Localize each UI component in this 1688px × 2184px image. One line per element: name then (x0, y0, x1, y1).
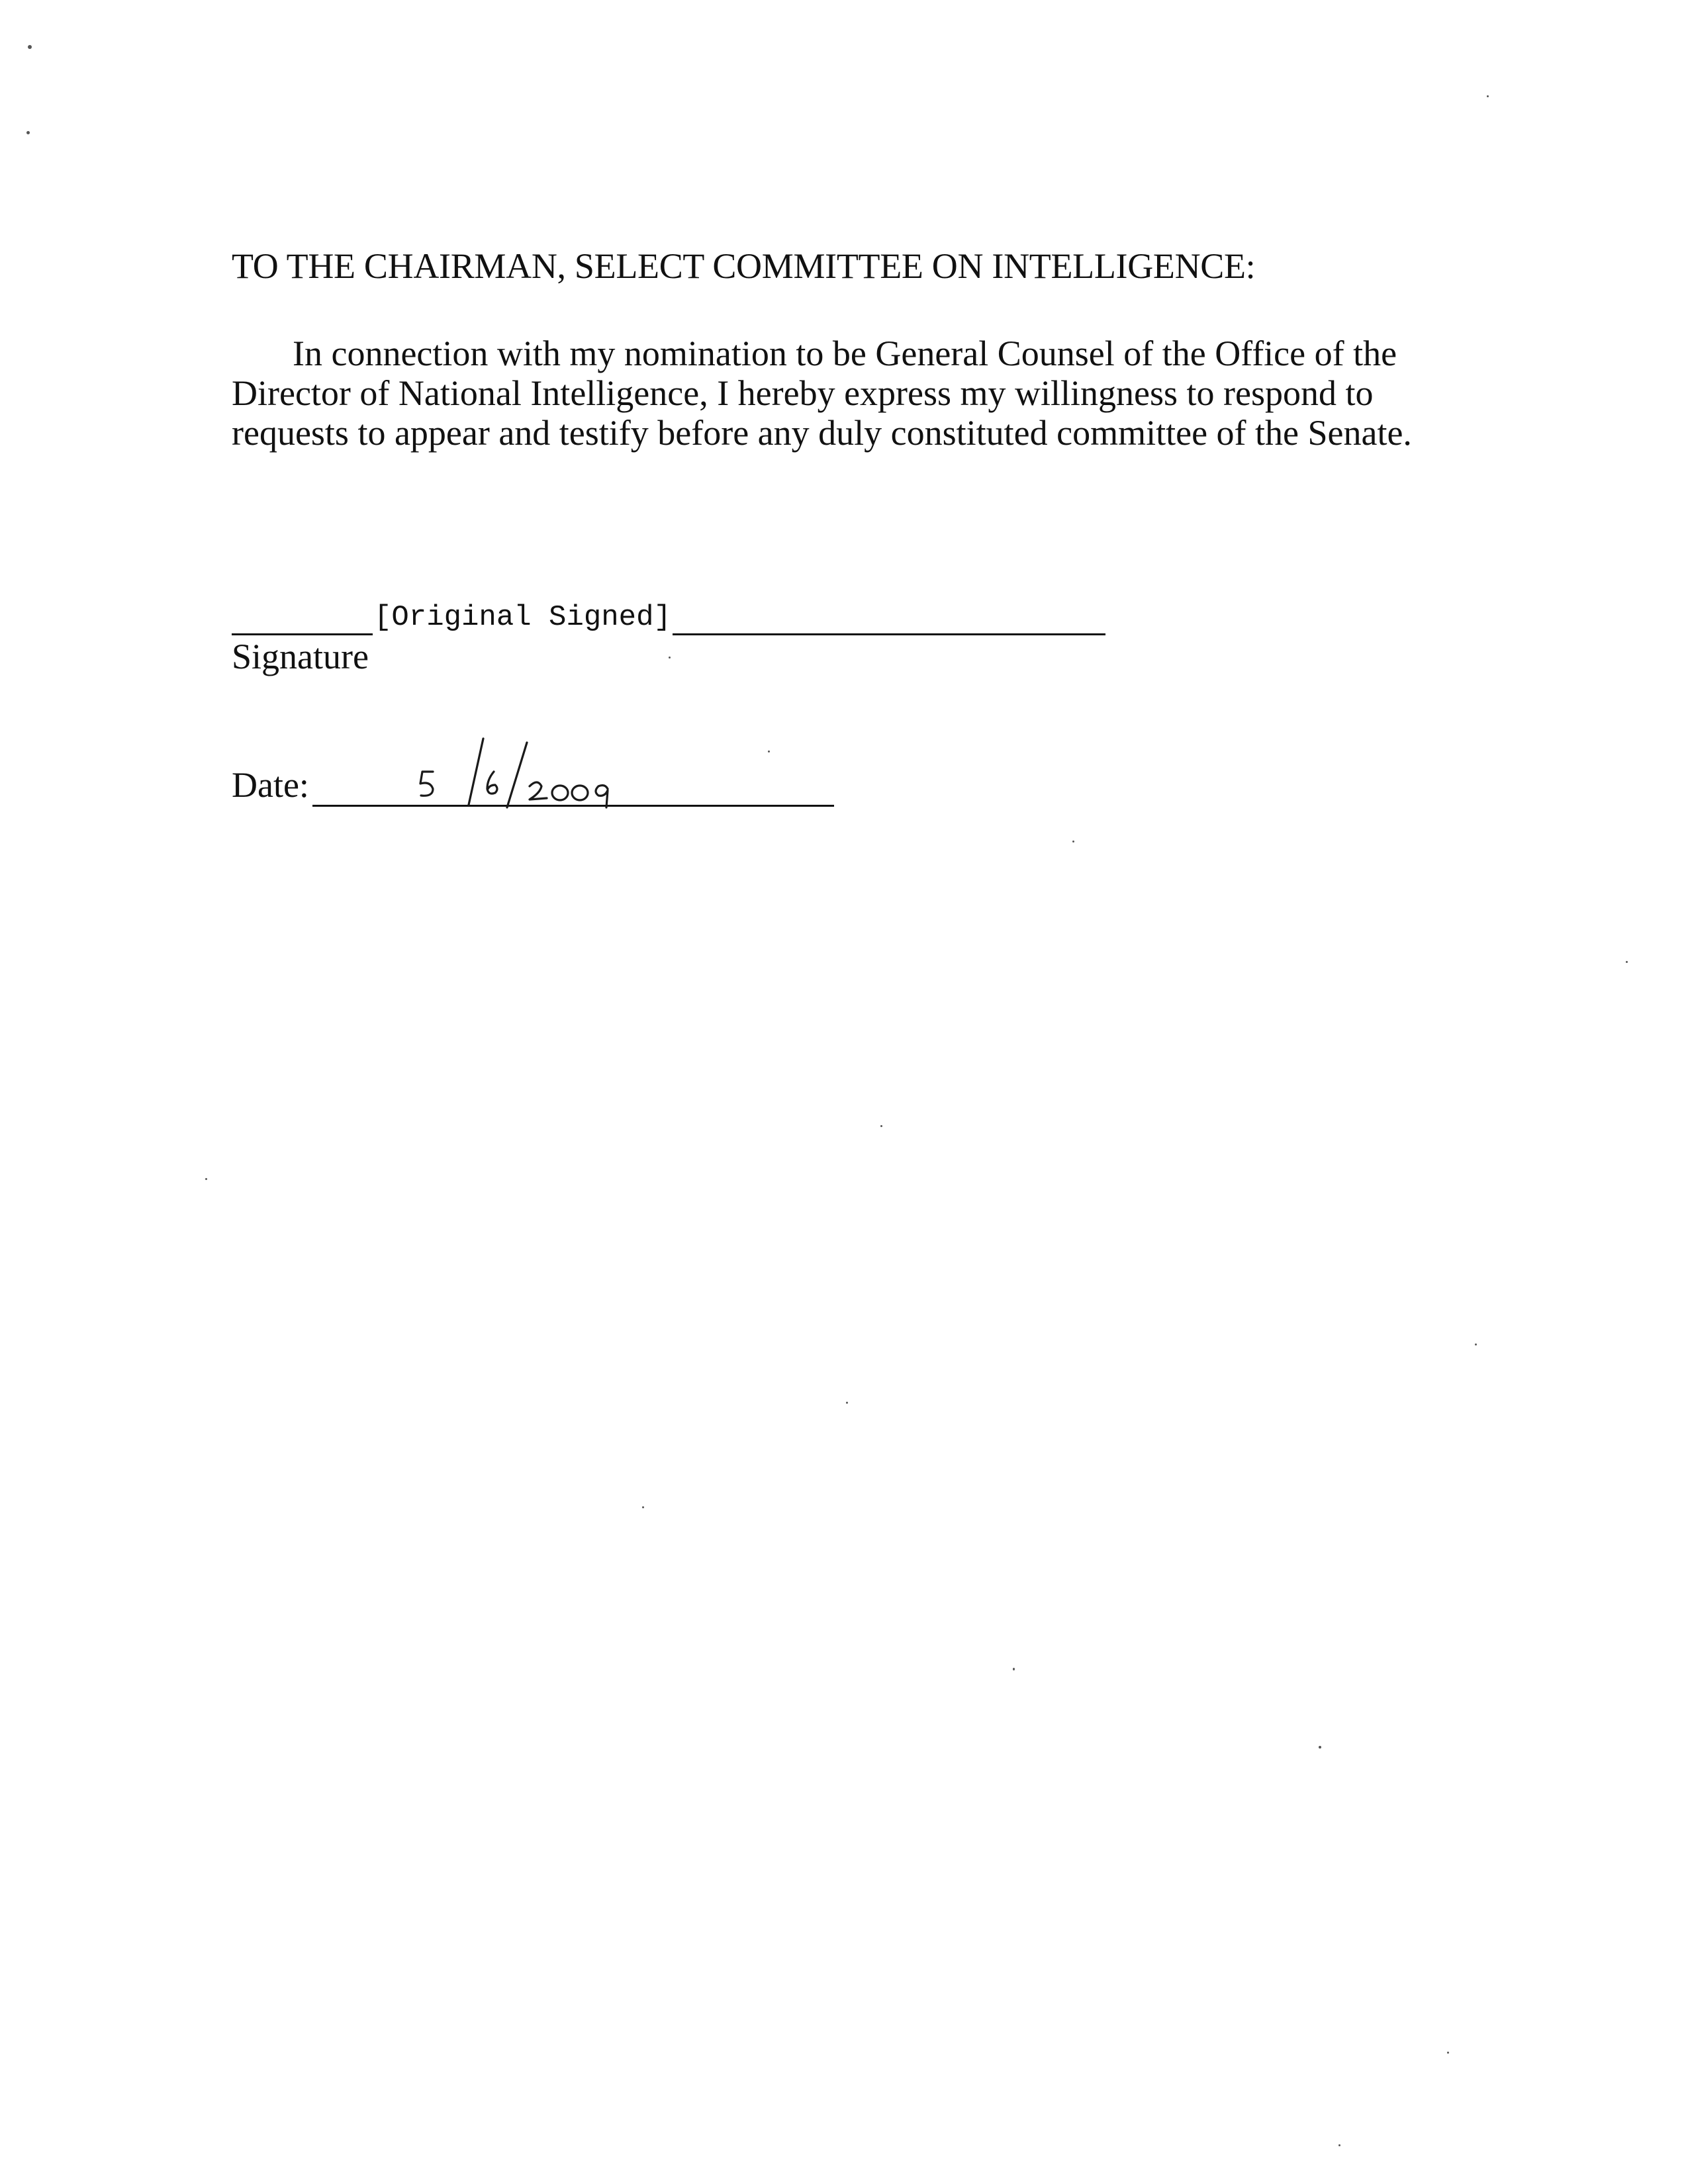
statement-line-2: Director of National Intelligence, I hereby express my willingness to respond to (232, 373, 1374, 413)
document-heading: TO THE CHAIRMAN, SELECT COMMITTEE ON INTELLIGENCE: (232, 246, 1256, 286)
scan-speck (1338, 2144, 1340, 2146)
scan-speck (1319, 1746, 1321, 1749)
statement-line-3: requests to appear and testify before any duly constituted committee of the Senate. (232, 413, 1412, 453)
scan-speck (28, 45, 32, 49)
scan-speck (1447, 2052, 1449, 2054)
scan-speck (669, 657, 671, 659)
scan-speck (846, 1402, 848, 1404)
nomination-statement (232, 334, 1489, 453)
scan-speck (1013, 1668, 1015, 1670)
scan-speck (1626, 961, 1628, 963)
scan-speck (880, 1125, 882, 1127)
date-label: Date: (232, 765, 309, 805)
scan-speck (768, 751, 770, 752)
scan-speck (1487, 95, 1489, 97)
scan-speck (205, 1178, 207, 1180)
scan-speck (1475, 1343, 1477, 1345)
handwritten-date (391, 733, 669, 813)
signature-value: [Original Signed] (373, 599, 673, 636)
signature-label: Signature (232, 637, 369, 676)
statement-line-1: In connection with my nomination to be General Counsel of the Office of the (293, 334, 1397, 373)
scan-speck (642, 1506, 644, 1508)
scan-speck (1072, 841, 1074, 842)
date-field (232, 760, 841, 833)
scan-speck (26, 131, 30, 134)
